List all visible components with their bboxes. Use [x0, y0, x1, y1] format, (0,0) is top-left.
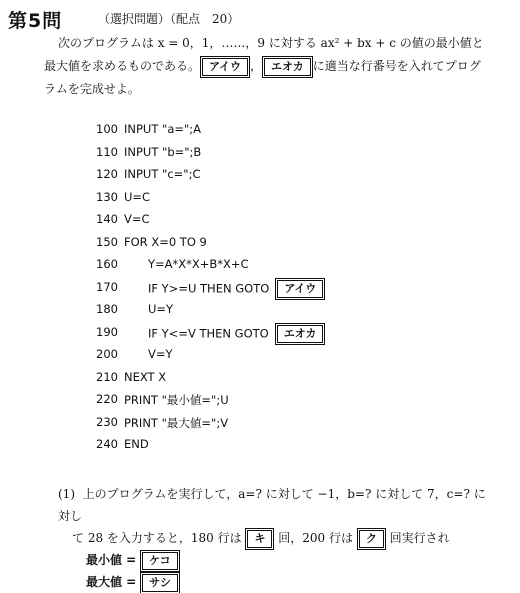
intro-line-2a: 最大値を求めるものである。: [44, 59, 201, 73]
program-statement: [148, 325, 325, 343]
question-1-line-2: [72, 527, 492, 549]
program-statement: [124, 190, 150, 204]
statement-text: END: [124, 437, 149, 451]
line-number: 120: [96, 167, 118, 181]
intro-line-2: [44, 55, 488, 78]
question-1-text-2a: て 28 を入力すると，180 行は: [72, 531, 242, 545]
problem-title: 第5問: [8, 10, 63, 32]
program-statement: [124, 212, 150, 226]
line-number: 220: [96, 392, 118, 406]
question-1-line-1: [58, 483, 492, 527]
line-number: 150: [96, 234, 118, 249]
statement-text: V=Y: [148, 347, 173, 361]
answer-box-sashi: サシ: [142, 574, 178, 592]
line-number: 190: [96, 324, 118, 339]
program-statement: [124, 167, 200, 181]
goto-answer-box: アイウ: [277, 280, 323, 298]
line-number: 140: [96, 212, 118, 226]
statement-text: Y=A*X*X+B*X+C: [148, 257, 249, 271]
program-statement: [124, 437, 149, 451]
answer-box-ku: ク: [359, 530, 384, 548]
line-number: 130: [96, 189, 118, 204]
statement-text: U=Y: [148, 302, 174, 316]
statement-text: NEXT X: [124, 369, 167, 384]
intro-line-3: ラムを完成せよ。: [44, 82, 140, 96]
statement-text: INPUT "a=";A: [124, 122, 202, 136]
program-statement: [124, 145, 201, 159]
line-number: 180: [96, 302, 118, 316]
statement-text: FOR X=0 TO 9: [124, 234, 207, 249]
program-statement: [148, 280, 325, 298]
problem-intro: [44, 32, 488, 101]
program-statement: [124, 415, 228, 431]
program-statement: [148, 347, 173, 361]
answer-box-aiu: アイウ: [202, 58, 248, 76]
statement-text: INPUT "b=";B: [124, 144, 202, 159]
line-number: 240: [96, 437, 118, 451]
question-1-text-1: 上のプログラムを実行して，a=? に対して −1，b=? に対して 7，c=? に対し: [58, 487, 486, 523]
statement-text: INPUT "c=";C: [124, 167, 201, 181]
program-statement: [148, 302, 173, 316]
statement-text: PRINT "最小値=";U: [124, 393, 229, 407]
line-number: 200: [96, 347, 118, 361]
statement-text: U=C: [124, 189, 151, 204]
min-value-label: 最小値 =: [86, 553, 137, 567]
line-number: 210: [96, 369, 118, 384]
intro-line-2b: に適当な行番号を入れてプログ: [312, 59, 481, 73]
line-number: 230: [96, 414, 118, 429]
intro-separator: ，: [250, 59, 263, 73]
statement-text: IF Y<=V THEN GOTO: [148, 326, 269, 340]
question-1-text-2b: 回，200 行は: [278, 531, 354, 545]
min-value-line: [86, 549, 492, 571]
answer-box-ki: キ: [247, 530, 272, 548]
problem-subtitle: （選択問題）（配点 20）: [98, 12, 240, 26]
answer-box-keko: ケコ: [142, 552, 178, 570]
answer-box-eoka: エオカ: [264, 58, 311, 76]
line-number: 110: [96, 144, 118, 159]
program-statement: [124, 370, 166, 384]
statement-text: V=C: [124, 212, 150, 226]
statement-text: PRINT "最大値=";V: [124, 415, 229, 430]
program-statement: [124, 122, 201, 136]
line-number: 170: [96, 279, 118, 294]
line-number: 100: [96, 122, 118, 136]
goto-answer-box: エオカ: [277, 325, 324, 343]
program-statement: [148, 257, 249, 271]
statement-text: IF Y>=U THEN GOTO: [148, 281, 270, 295]
question-1: [58, 483, 492, 593]
program-statement: [124, 392, 229, 408]
line-number: 160: [96, 257, 118, 271]
question-1-number: (1): [58, 487, 75, 501]
program-statement: [124, 235, 207, 249]
intro-line-1: 次のプログラムは x = 0，1，……，9 に対する ax² + bx + c の値の最小値と: [58, 36, 484, 50]
max-value-label: 最大値 =: [86, 575, 137, 589]
max-value-line: [86, 571, 492, 593]
question-1-text-2c: 回実行され: [389, 531, 450, 545]
